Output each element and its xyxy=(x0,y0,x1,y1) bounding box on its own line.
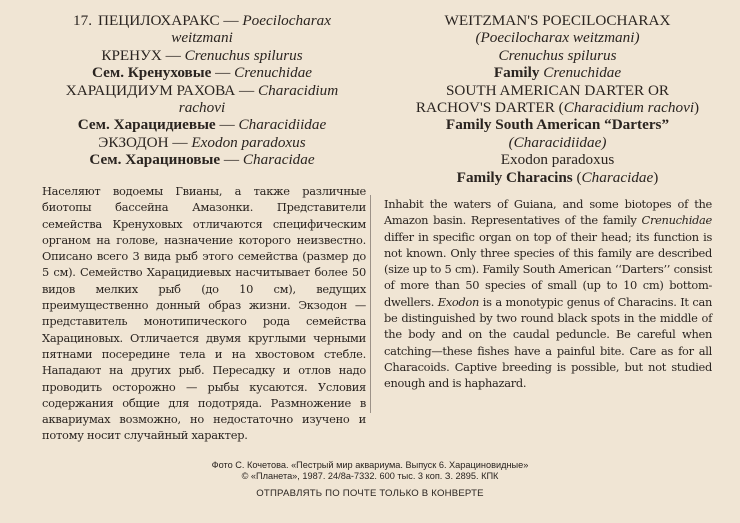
en-line-6 xyxy=(380,99,735,116)
imprint-footer xyxy=(0,460,740,499)
publisher-line: © «Планета», 1987. 24/8а-7332. 600 тыс. 3 коп. З. 2895. КПК xyxy=(241,471,499,481)
english-description xyxy=(384,196,712,392)
genus-latin: Exodon xyxy=(437,294,480,309)
title-line-7 xyxy=(42,116,362,133)
family-latin: Crenuchidae xyxy=(543,64,622,82)
dash: — xyxy=(211,64,235,82)
card-number: 17. xyxy=(73,12,93,29)
family-latin-2: Characidiidae xyxy=(238,116,327,134)
latin-name-4: Exodon paradoxus xyxy=(191,133,306,151)
en-line-10 xyxy=(380,169,735,186)
english-title-block xyxy=(380,12,735,186)
family-latin-3: Characidae xyxy=(242,151,315,169)
latin-name-3: Characidium xyxy=(258,81,339,99)
photo-credit: Фото С. Кочетова. «Пестрый мир аквариума. Выпуск 6. Харациновидные» xyxy=(211,460,529,470)
en-line-3: Crenuchus spilurus xyxy=(498,46,617,64)
en-line-8: (Characidiidae) xyxy=(508,133,607,151)
text-part: differ in specific organ on top of their head; its function is not known. Only three species of this family are described (size up to 5 cm). Family South American ‘‘Darters’’ consist of more than 50 species of small (up to 10 cm) bottom-dwellers. xyxy=(384,229,712,309)
en-line-4 xyxy=(380,64,735,81)
family-ru-3: Сем. Харациновые xyxy=(89,151,221,169)
column-divider xyxy=(370,195,371,413)
text-part: is a monotypic genus of Characins. It can be distinguished by two round black spots in the middle of the body and on the caudal peduncle. Be careful when catching—these fishes have a painful bite. Care as for all Characoids. Captive breeding is possible, but not studied enough and is haphazard. xyxy=(384,294,713,391)
title-line-3 xyxy=(42,47,362,64)
paren: ( xyxy=(572,168,582,186)
family-latin: Characidae xyxy=(581,168,654,186)
latin-name-2: Crenuchus spilurus xyxy=(184,46,303,64)
latin-name-1: Poecilocharax xyxy=(242,12,331,29)
dash: — xyxy=(215,116,239,134)
title-line-4 xyxy=(42,64,362,81)
paren: ) xyxy=(694,99,700,117)
ru-name-2: КРЕНУХ — xyxy=(101,46,181,64)
russian-description: Населяют водоемы Гвианы, а также различные биотопы бассейна Амазонки. Представители семейства Кренуховых отличаются специфическим органом на голове, назначение которого неизвестно. Описано всего 3 вида рыб этого семейства (размер до 5 см). Семейство Харацидиевых насчитывает более 50 видов мелких рыб (до 10 см), ведущих преимущественно донный образ жизни. Экзодон — представитель монотипического рода семейства Харациновых. Отличается двумя круглыми черными пятнами посередине тела и на хвостовом стебле. Нападают на других рыб. Пересадку и отлов надо проводить осторожно — рыбы кусаются. Условия содержания общие для подотряда. Размножение в аквариумах возможно, но недостаточно изучено и потому носит случайный характер. xyxy=(42,184,366,443)
ru-name-3: ХАРАЦИДИУМ РАХОВА — xyxy=(65,81,255,99)
title-line-2: weitzmani xyxy=(171,29,233,47)
family-ru-2: Сем. Харацидиевые xyxy=(77,116,216,134)
family-latin: Crenuchidae xyxy=(641,213,712,228)
en-line-2: (Poecilocharax weitzmani) xyxy=(475,29,640,47)
russian-title-block xyxy=(42,12,362,169)
title-line-5 xyxy=(42,82,362,99)
latin-name: Characidium rachovi xyxy=(563,99,695,117)
family-ru-1: Сем. Кренуховые xyxy=(91,64,212,82)
text-part: Inhabit the waters of Guiana, and some biotopes of the Amazon basin. Representatives of the family xyxy=(384,197,712,228)
dash: — xyxy=(220,151,243,169)
title-line-1 xyxy=(42,12,362,29)
ru-name-1: ПЕЦИЛОХАРАКС — xyxy=(98,12,239,29)
en-line-5: SOUTH AMERICAN DARTER OR xyxy=(445,81,670,99)
en-line-1: WEITZMAN'S POECILOCHARAX xyxy=(444,12,671,29)
ru-name-4: ЭКЗОДОН — xyxy=(98,133,188,151)
en-line-9: Exodon paradoxus xyxy=(500,151,615,169)
en-name: RACHOV'S DARTER ( xyxy=(415,99,564,117)
paren: ) xyxy=(653,168,659,186)
title-line-6: rachovi xyxy=(178,99,226,117)
family-latin-1: Crenuchidae xyxy=(234,64,313,82)
family-label: Family xyxy=(493,64,540,82)
en-line-7: Family South American “Darters” xyxy=(445,116,670,134)
title-line-8 xyxy=(42,134,362,151)
family-label: Family Characins xyxy=(456,168,573,186)
title-line-9 xyxy=(42,151,362,168)
mailing-notice: ОТПРАВЛЯТЬ ПО ПОЧТЕ ТОЛЬКО В КОНВЕРТЕ xyxy=(256,488,484,499)
